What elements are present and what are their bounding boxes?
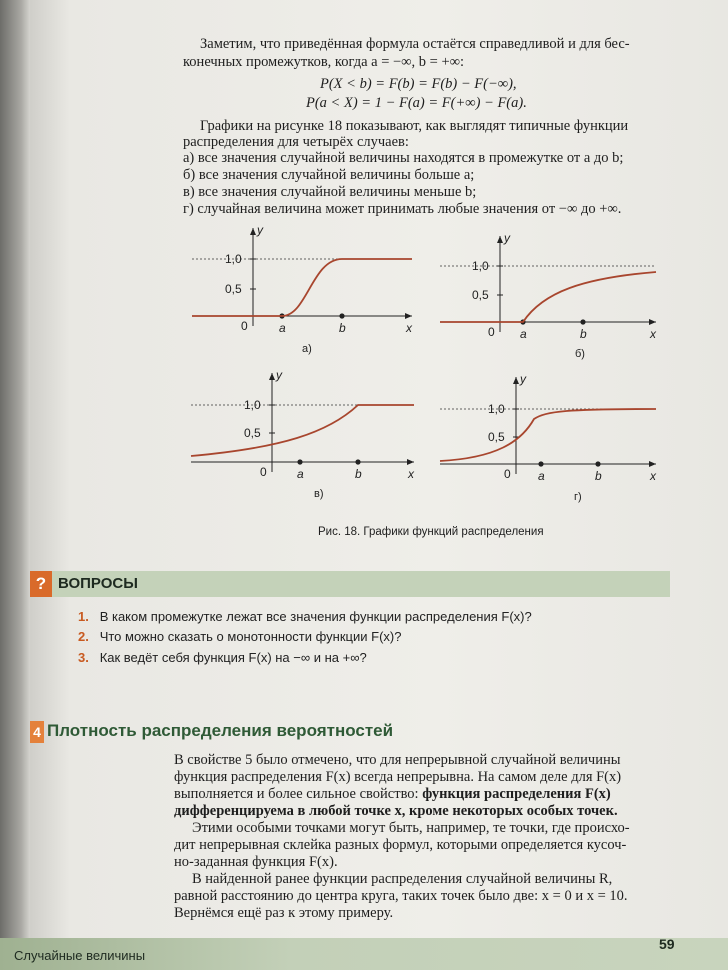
figure-caption: Рис. 18. Графики функций распределения [318, 526, 544, 538]
section-title: Плотность распределения вероятностей [47, 721, 394, 740]
case-b: б) все значения случайной величины больше a; [183, 167, 475, 183]
axis-label-y: y [257, 223, 263, 237]
question-item-1 [78, 609, 532, 624]
point-a-dot [538, 461, 543, 466]
tick-label-half: 0,5 [225, 282, 242, 296]
p2-line-2: дит непрерывная склейка разных формул, которыми определяется кусоч- [174, 837, 627, 853]
intro-line-1: Заметим, что приведённая формула остаётся справедливой и для бес- [200, 36, 630, 52]
graphs-line-1: Графики на рисунке 18 показывают, как выглядят типичные функции [200, 118, 629, 134]
p2-line-3: но-заданная функция F(x). [174, 854, 338, 870]
point-b-label: b [339, 321, 346, 335]
point-b-label: b [595, 469, 602, 483]
origin-label: 0 [241, 319, 248, 333]
page-number: 59 [659, 936, 675, 952]
y-axis-arrow-icon [269, 373, 275, 380]
y-axis-arrow-icon [513, 377, 519, 384]
section-number: 4 [30, 721, 44, 743]
x-axis-arrow-icon [649, 319, 656, 325]
p3-line-1: В найденной ранее функции распределения случайной величины R, [192, 871, 613, 887]
question-num: 3. [78, 650, 89, 665]
axis-label-y: y [276, 368, 282, 382]
p1-line-3 [174, 786, 611, 802]
axis-label-x: x [406, 321, 412, 335]
tick-label-one: 1,0 [472, 259, 489, 273]
question-text: Как ведёт себя функция F(x) на −∞ и на +∞? [99, 650, 367, 665]
point-a-label: a [538, 469, 545, 483]
point-a-label: a [279, 321, 286, 335]
questions-title: ВОПРОСЫ [58, 575, 138, 592]
y-axis-arrow-icon [497, 236, 503, 243]
tick-label-one: 1,0 [488, 402, 505, 416]
p1-line-4: дифференцируема в любой точке x, кроме некоторых особых точек. [174, 803, 618, 819]
point-a-dot [297, 459, 302, 464]
panel-label: а) [302, 343, 312, 355]
formula-1: P(X < b) = F(b) = F(b) − F(−∞), [320, 76, 517, 92]
point-a-label: a [520, 327, 527, 341]
panel-label: г) [574, 491, 582, 503]
point-b-dot [580, 319, 585, 324]
intro-line-2: конечных промежутков, когда a = −∞, b = +∞: [183, 54, 464, 70]
tick-label-one: 1,0 [225, 252, 242, 266]
x-axis-arrow-icon [407, 459, 414, 465]
question-item-2 [78, 629, 401, 644]
formula-2: P(a < X) = 1 − F(a) = F(+∞) − F(a). [306, 95, 527, 111]
point-b-label: b [355, 467, 362, 481]
axis-label-x: x [650, 469, 656, 483]
question-text: В каком промежутке лежат все значения функции распределения F(x)? [99, 609, 532, 624]
question-num: 2. [78, 629, 89, 644]
axis-label-y: y [520, 372, 526, 386]
p3-line-3: Вернёмся ещё раз к этому примеру. [174, 905, 394, 921]
p2-line-1: Этими особыми точками могут быть, например, те точки, где происхо- [192, 820, 630, 836]
y-axis-arrow-icon [250, 228, 256, 235]
x-axis-arrow-icon [649, 461, 656, 467]
axis-label-y: y [504, 231, 510, 245]
axis-label-x: x [408, 467, 414, 481]
question-item-3 [78, 650, 367, 665]
p1-line-3-bold: функция распределения F(x) [422, 786, 611, 802]
origin-label: 0 [260, 465, 267, 479]
point-b-dot [355, 459, 360, 464]
point-b-dot [339, 313, 344, 318]
distribution-curve [191, 405, 414, 456]
footer-chapter: Случайные величины [14, 948, 146, 963]
point-b-label: b [580, 327, 587, 341]
p3-line-2: равной расстоянию до центра круга, таких точек было две: x = 0 и x = 10. [174, 888, 628, 904]
tick-label-half: 0,5 [472, 288, 489, 302]
tick-label-half: 0,5 [244, 426, 261, 440]
x-axis-arrow-icon [405, 313, 412, 319]
graphs-line-2: распределения для четырёх случаев: [183, 134, 409, 150]
point-b-dot [595, 461, 600, 466]
p1-line-1: В свойстве 5 было отмечено, что для непрерывной случайной величины [174, 752, 621, 768]
p1-line-3-plain: выполняется и более сильное свойство: [174, 786, 419, 802]
case-a: а) все значения случайной величины находятся в промежутке от a до b; [183, 150, 624, 166]
tick-label-half: 0,5 [488, 430, 505, 444]
panel-label: в) [314, 488, 324, 500]
origin-label: 0 [488, 325, 495, 339]
question-mark-icon: ? [30, 571, 52, 597]
tick-label-one: 1,0 [244, 398, 261, 412]
case-d: г) случайная величина может принимать любые значения от −∞ до +∞. [183, 201, 622, 217]
question-num: 1. [78, 609, 89, 624]
case-c: в) все значения случайной величины меньше b; [183, 184, 477, 200]
origin-label: 0 [504, 467, 511, 481]
point-a-label: a [297, 467, 304, 481]
axis-label-x: x [650, 327, 656, 341]
distribution-curve [440, 409, 656, 461]
panel-label: б) [575, 348, 585, 360]
question-text: Что можно сказать о монотонности функции F(x)? [99, 629, 402, 644]
p1-line-2: функция распределения F(x) всегда непрерывна. На самом деле для F(x) [174, 769, 622, 785]
